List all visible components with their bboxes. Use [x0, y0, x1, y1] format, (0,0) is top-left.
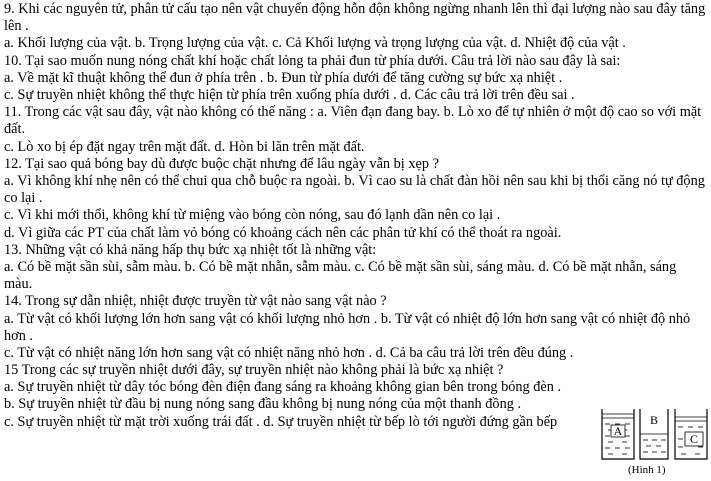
- question-12-option-d: d. Vì giữa các PT của chất làm vỏ bóng có khoảng cách nên các phân tử khí có thể thoát ra ngoài.: [4, 224, 562, 241]
- question-14-options-ab: a. Từ vật có khối lượng lớn hơn sang vật có khối lượng nhỏ hơn . b. Từ vật có nhiệt độ lớn hơn sang vật có nhiệt độ nhỏ hơn .: [4, 310, 691, 344]
- beaker-a: [602, 409, 634, 459]
- question-15-options-cd: c. Sự truyền nhiệt từ mặt trời xuống trái đất . d. Sự truyền nhiệt từ bếp lò tới người đứng gần bếp: [4, 413, 558, 430]
- question-13-options: a. Có bề mặt sần sùi, sẫm màu. b. Có bề mặt nhẵn, sẫm màu. c. Có bề mặt sần sùi, sáng màu. d. Có bề mặt nhẵn, sáng màu.: [4, 258, 677, 293]
- question-9-options: a. Khối lượng của vật. b. Trọng lượng của vật. c. Cả Khối lượng và trọng lượng của vật. d. Nhiệt độ của vật .: [4, 35, 626, 52]
- question-14-options-cd: c. Từ vật có nhiệt năng lớn hơn sang vật có nhiệt năng nhỏ hơn . d. Cả ba câu trả lời trên đều đúng .: [4, 344, 574, 361]
- question-10-options-cd: c. Sự truyền nhiệt không thể thực hiện từ phía trên xuống phía dưới . d. Các câu trả lời trên đều sai .: [4, 86, 575, 103]
- question-11-options-cd: c. Lò xo bị ép đặt ngay trên mặt đất. d. Hòn bi lăn trên mặt đất.: [4, 138, 365, 155]
- beaker-c: [675, 409, 707, 459]
- beaker-c-label: C: [689, 432, 699, 446]
- beaker-b: [640, 409, 668, 459]
- figure-caption: (Hình 1): [628, 464, 666, 476]
- question-12-option-c: c. Vì khi mới thổi, không khí từ miệng vào bóng còn nóng, sau đó lạnh dần nên co lại .: [4, 207, 501, 224]
- question-15-option-b: b. Sự truyền nhiệt từ đầu bị nung nóng sang đầu không bị nung nóng của một thanh đồng .: [4, 396, 522, 413]
- question-13: 13. Những vật có khả năng hấp thụ bức xạ nhiệt tốt là những vật:: [4, 241, 377, 258]
- question-9: 9. Khi các nguyên tử, phân tử cấu tạo nên vật chuyển động hỗn độn không ngừng nhanh lên thì đại lượng nào sau đây tăng lên .: [4, 1, 706, 35]
- question-10: 10. Tại sao muốn nung nóng chất khí hoặc chất lỏng ta phải đun từ phía dưới. Câu trả lời nào sau đây là sai:: [4, 52, 621, 69]
- question-15-option-a: a. Sự truyền nhiệt từ dây tóc bóng đèn điện đang sáng ra khoảng không gian bên trong bóng đèn .: [4, 379, 562, 396]
- question-11: 11. Trong các vật sau đây, vật nào không có thế năng : a. Viên đạn đang bay. b. Lò xo để tự nhiên ở một độ cao so với mặt đất.: [4, 104, 702, 138]
- question-sheet: [4, 1, 707, 431]
- question-12: 12. Tại sao quả bóng bay dù được buộc chặt nhưng để lâu ngày vẫn bị xẹp ?: [4, 155, 439, 172]
- beaker-a-label: A: [613, 424, 623, 438]
- question-14: 14. Trong sự dẫn nhiệt, nhiệt được truyền từ vật nào sang vật nào ?: [4, 293, 387, 310]
- beaker-b-label: B: [649, 413, 659, 427]
- question-12-options-ab: a. Vì không khí nhẹ nên có thể chui qua chỗ buộc ra ngoài. b. Vì cao su là chất đàn hồi nên sau khi bị thổi căng nó tự động co lại .: [4, 172, 705, 207]
- question-10-options-ab: a. Về mặt kĩ thuật không thể đun ở phía trên . b. Đun từ phía dưới để tăng cường sự bức xạ nhiệt .: [4, 69, 563, 86]
- question-15: 15 Trong các sự truyền nhiệt dưới đây, sự truyền nhiệt nào không phải là bức xạ nhiệt ?: [4, 362, 504, 379]
